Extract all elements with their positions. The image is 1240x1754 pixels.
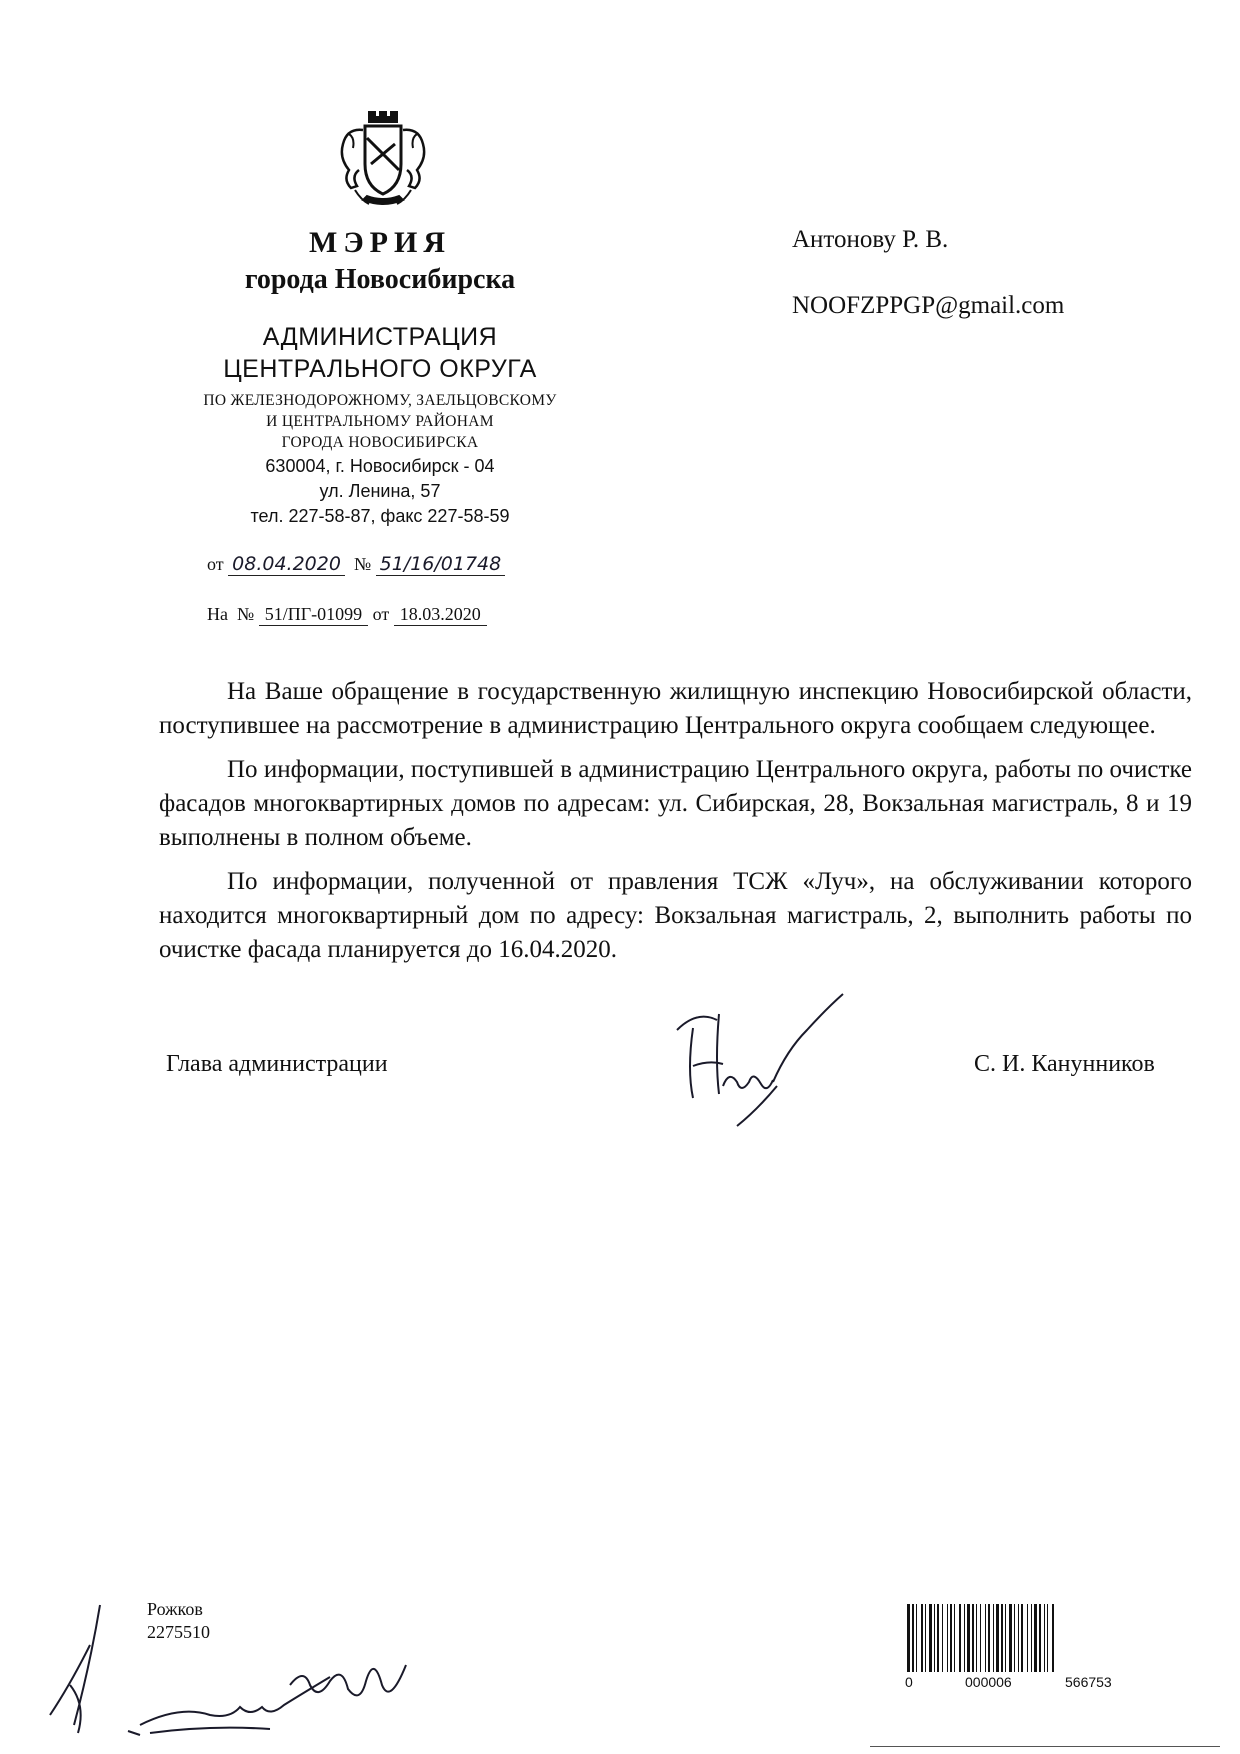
mayor-title: МЭРИЯ xyxy=(309,226,451,259)
outgoing-date: 08.04.2020 xyxy=(228,553,345,576)
barcode-digits: 000006 xyxy=(965,1674,1012,1690)
barcode-bar xyxy=(1001,1604,1003,1672)
barcode-bar xyxy=(1039,1604,1041,1672)
barcode-bar xyxy=(988,1604,990,1672)
barcode-bar xyxy=(967,1604,970,1672)
number-label: № xyxy=(353,554,372,574)
footer-divider xyxy=(870,1746,1220,1747)
barcode-bar xyxy=(996,1604,999,1672)
coat-of-arms-icon xyxy=(333,108,433,216)
executor-name: Рожков xyxy=(147,1599,203,1619)
barcode-bar xyxy=(980,1604,981,1672)
signatory-name: С. И. Канунников xyxy=(974,1051,1155,1077)
barcode-bar xyxy=(1021,1604,1023,1672)
paragraph: На Ваше обращение в государственную жилищную инспекцию Новосибирской области, поступившее на рассмотрение в администрацию Центрального округа сообщаем следующее. xyxy=(159,678,1192,739)
barcode-bar xyxy=(1009,1604,1012,1672)
incoming-date: 18.03.2020 xyxy=(394,604,487,626)
paragraph: По информации, полученной от правления ТСЖ «Луч», на обслуживании которого находится многоквартирный дом по адресу: Вокзальная магистраль, 2, выполнить работы по очистке фасада планируется до 16.04.2020. xyxy=(159,868,1192,963)
barcode-bar xyxy=(921,1604,923,1672)
number-label: № xyxy=(237,604,255,624)
barcode-bar xyxy=(925,1604,926,1672)
letter-body xyxy=(159,675,1192,977)
street-address: ул. Ленина, 57 xyxy=(319,481,441,501)
barcode-bar xyxy=(985,1604,986,1672)
answer-label: На xyxy=(207,604,228,624)
barcode-bar xyxy=(1047,1604,1048,1672)
district-title: ЦЕНТРАЛЬНОГО ОКРУГА xyxy=(223,355,537,383)
paragraph: По информации, поступившей в администрацию Центрального округа, работы по очистке фасадов многоквартирных домов по адресам: ул. Сибирская, 28, Вокзальная магистраль, 8 и 19 выполнены в полном объеме. xyxy=(159,756,1192,851)
barcode-bar xyxy=(947,1604,948,1672)
from-label: от xyxy=(207,554,224,574)
incoming-number: 51/ПГ-01099 xyxy=(259,604,368,626)
barcode xyxy=(905,1604,1205,1676)
barcode-bar xyxy=(954,1604,955,1672)
barcode-bar xyxy=(1031,1604,1032,1672)
barcode-bar xyxy=(959,1604,961,1672)
barcode-bar xyxy=(1018,1604,1019,1672)
handwritten-signature xyxy=(657,990,867,1130)
barcode-bar xyxy=(934,1604,935,1672)
barcode-bar xyxy=(976,1604,977,1672)
executor-phone: 2275510 xyxy=(147,1622,210,1642)
barcode-bar xyxy=(937,1604,939,1672)
outgoing-reference xyxy=(207,553,505,576)
barcode-bar xyxy=(907,1604,910,1672)
outgoing-number: 51/16/01748 xyxy=(376,553,506,576)
answer-reference xyxy=(207,604,487,626)
signatory-title: Глава администрации xyxy=(166,1051,388,1077)
postal-address: 630004, г. Новосибирск - 04 xyxy=(265,456,495,476)
subtitle-line: ПО ЖЕЛЕЗНОДОРОЖНОМУ, ЗАЕЛЬЦОВСКОМУ xyxy=(203,392,557,409)
barcode-bar xyxy=(916,1604,917,1672)
barcode-bar xyxy=(950,1604,952,1672)
barcode-bar xyxy=(1005,1604,1006,1672)
barcode-bar xyxy=(942,1604,943,1672)
barcode-bar xyxy=(964,1604,965,1672)
barcode-bar xyxy=(929,1604,932,1672)
barcode-bar xyxy=(972,1604,974,1672)
barcode-digits: 566753 xyxy=(1065,1674,1112,1690)
subtitle-line: ГОРОДА НОВОСИБИРСКА xyxy=(281,434,479,451)
from-label: от xyxy=(372,604,390,624)
recipient-name: Антонову Р. В. xyxy=(792,226,949,253)
barcode-bar xyxy=(1044,1604,1045,1672)
phone-fax: тел. 227-58-87, факс 227-58-59 xyxy=(250,506,510,526)
barcode-bar xyxy=(1014,1604,1015,1672)
barcode-digit: 0 xyxy=(905,1674,913,1690)
barcode-bar xyxy=(912,1604,914,1672)
barcode-bar xyxy=(1034,1604,1037,1672)
recipient-email: NOOFZPPGP@gmail.com xyxy=(792,292,1065,319)
subtitle-line: И ЦЕНТРАЛЬНОМУ РАЙОНАМ xyxy=(266,413,494,430)
barcode-bar xyxy=(1027,1604,1028,1672)
administration-title: АДМИНИСТРАЦИЯ xyxy=(262,323,498,351)
barcode-bar xyxy=(1052,1604,1054,1672)
city-title: города Новосибирска xyxy=(244,264,516,295)
approval-signatures xyxy=(30,1585,420,1740)
barcode-bar xyxy=(993,1604,994,1672)
